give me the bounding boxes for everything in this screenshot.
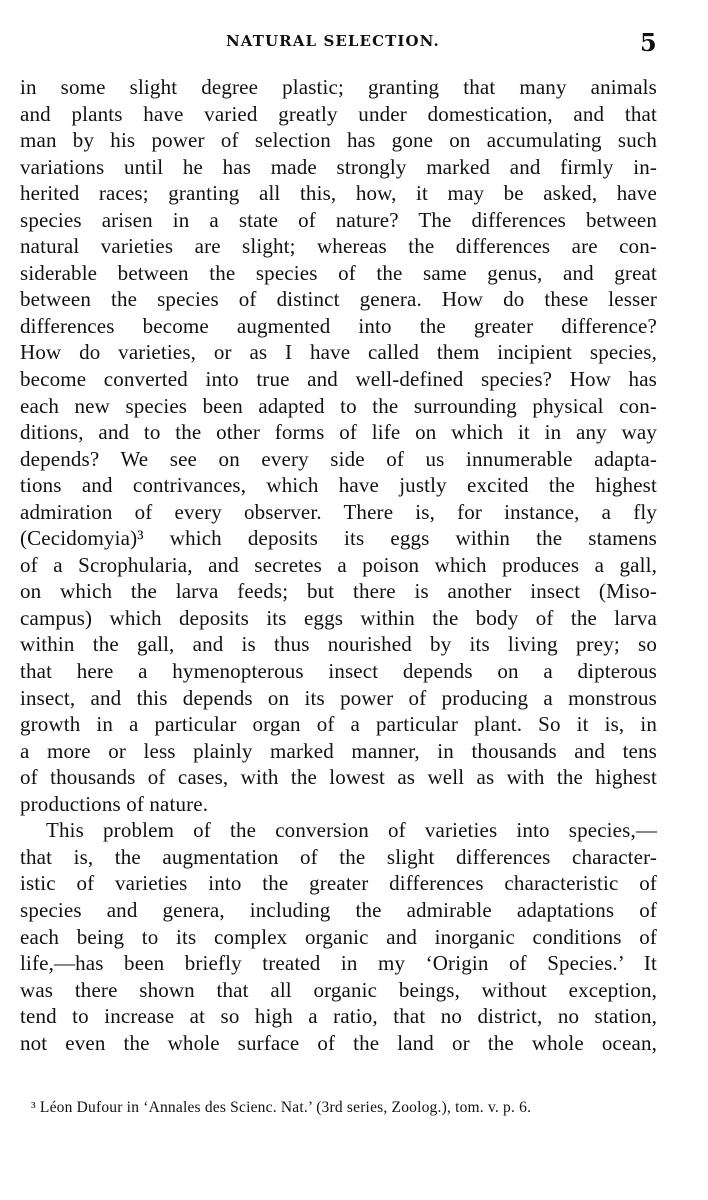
- text-line: within the gall, and is thus nourished by its living prey; so: [20, 632, 657, 657]
- text-line: ditions, and to the other forms of life on which it in any way: [20, 420, 657, 445]
- text-line: each new species been adapted to the surrounding physical con-: [20, 393, 657, 418]
- text-line: become converted into true and well-defined species? How has: [20, 367, 657, 392]
- text-line: herited races; granting all this, how, it may be asked, have: [20, 181, 657, 206]
- text-line: siderable between the species of the same genus, and great: [20, 260, 657, 285]
- text-line: not even the whole surface of the land or the whole ocean,: [20, 1030, 657, 1055]
- text-line: (Cecidomyia)³ which deposits its eggs within the stamens: [20, 526, 657, 551]
- text-line: that here a hymenopterous insect depends on a dipterous: [20, 659, 657, 684]
- text-line: growth in a particular organ of a particular plant. So it is, in: [20, 712, 657, 737]
- text-line: of thousands of cases, with the lowest as well as with the highest: [20, 765, 657, 790]
- text-line: on which the larva feeds; but there is another insect (Miso-: [20, 579, 657, 604]
- text-line: life,—has been briefly treated in my ‘Origin of Species.’ It: [20, 951, 657, 976]
- running-title: NATURAL SELECTION.: [226, 32, 440, 50]
- text-line: of a Scrophularia, and secretes a poison which produces a gall,: [20, 552, 657, 577]
- body-text: [20, 74, 657, 1056]
- text-line: tend to increase at so high a ratio, that no district, no station,: [20, 1004, 657, 1029]
- text-line: natural varieties are slight; whereas the differences are con-: [20, 234, 657, 259]
- text-line-paragraph-start: This problem of the conversion of varieties into species,—: [46, 818, 657, 843]
- text-line: species arisen in a state of nature? The differences between: [20, 207, 657, 232]
- text-line: campus) which deposits its eggs within the body of the larva: [20, 605, 657, 630]
- text-line: between the species of distinct genera. How do these lesser: [20, 287, 657, 312]
- text-line: each being to its complex organic and inorganic conditions of: [20, 924, 657, 949]
- text-line: istic of varieties into the greater differences characteristic of: [20, 871, 657, 896]
- text-line: How do varieties, or as I have called them incipient species,: [20, 340, 657, 365]
- text-line: variations until he has made strongly marked and firmly in-: [20, 154, 657, 179]
- text-line: depends? We see on every side of us innumerable adapta-: [20, 446, 657, 471]
- footnote: ³ Léon Dufour in ‘Annales des Scienc. Nat.’ (3rd series, Zoolog.), tom. v. p. 6.: [31, 1099, 532, 1116]
- text-line: species and genera, including the admirable adaptations of: [20, 897, 657, 922]
- text-line: admiration of every observer. There is, for instance, a fly: [20, 499, 657, 524]
- text-line: that is, the augmentation of the slight differences character-: [20, 844, 657, 869]
- text-line: was there shown that all organic beings, without exception,: [20, 977, 657, 1002]
- text-line: insect, and this depends on its power of producing a monstrous: [20, 685, 657, 710]
- text-line-paragraph-end: productions of nature.: [20, 791, 209, 816]
- text-line: man by his power of selection has gone on accumulating such: [20, 128, 657, 153]
- text-line: and plants have varied greatly under domestication, and that: [20, 101, 657, 126]
- text-line: differences become augmented into the greater difference?: [20, 313, 657, 338]
- running-head: [0, 30, 708, 64]
- text-line: a more or less plainly marked manner, in thousands and tens: [20, 738, 657, 763]
- text-line: tions and contrivances, which have justly excited the highest: [20, 473, 657, 498]
- text-line: in some slight degree plastic; granting that many animals: [20, 75, 657, 99]
- page-number: 5: [640, 28, 657, 57]
